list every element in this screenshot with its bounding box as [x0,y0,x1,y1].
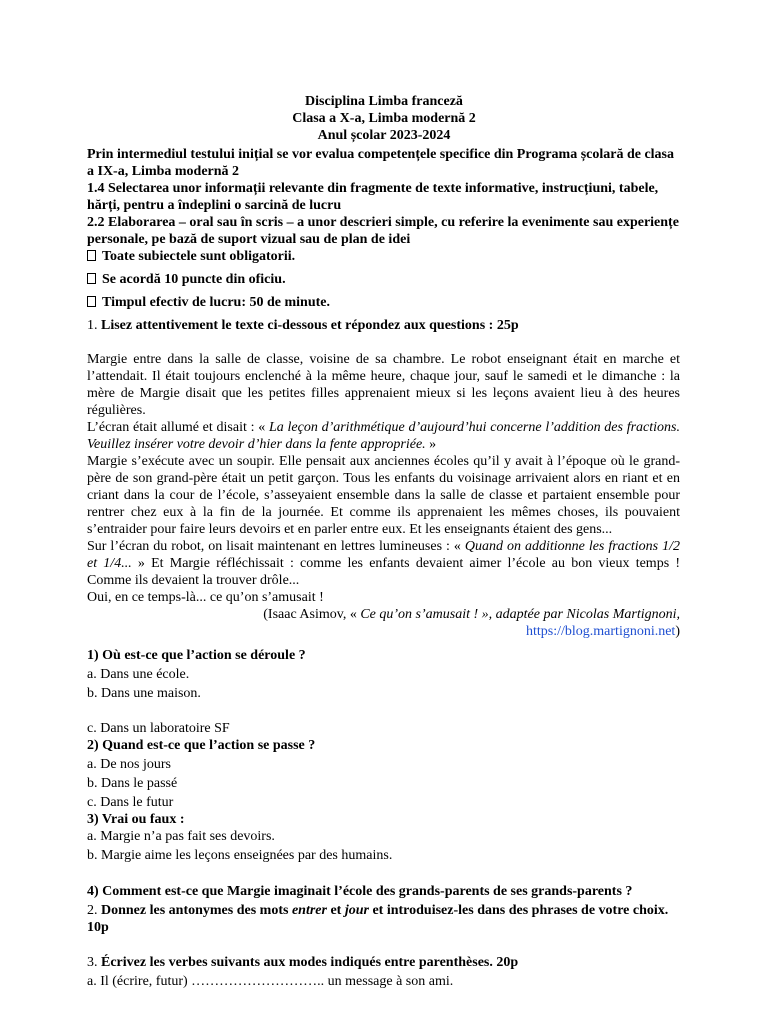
option: a. Margie n’a pas fait ses devoirs. [87,829,275,844]
class-title: Clasa a X-a, Limba modernă 2 [292,111,476,126]
document-header [0,93,768,144]
paragraph: L’écran était allumé et disait : « La leçon d’arithmétique d’aujourd’hui concerne l’addition des fractions. Veuillez insérer votre devoir d’hier dans la fente appropriée. » [87,420,680,452]
source-link[interactable]: https://blog.martignoni.net [526,624,676,639]
source-link-line: https://blog.martignoni.net) [526,624,680,639]
competence-1-4: 1.4 Selectarea unor informații relevante din fragmente de texte informative, instrucțiuni, tabele, hărți, pentru a îndeplini o sarcină de lucru [87,181,659,213]
question-2: 2) Quand est-ce que l’action se passe ? [87,738,316,753]
paragraph: Sur l’écran du robot, on lisait maintenant en lettres lumineuses : « Quand on additionne les fractions 1/2 et 1/4... » Et Margie réfléchissait : comme les enfants devaient aimer l’école au bon vieux temps ! Comme ils devaient la trouver drôle... [87,539,681,588]
document-body [87,146,680,990]
rule-item: Timpul efectiv de lucru: 50 de minute. [87,294,680,311]
checkbox-icon [87,296,96,307]
task-3-item-a: a. Il (écrire, futur) ……………………….. un message à son ami. [87,974,454,989]
reading-text [87,351,680,640]
paragraph: Margie s’exécute avec un soupir. Elle pensait aux anciennes écoles qu’il y avait à l’époque où le grand-père de son grand-père était un petit garçon. Tous les enfants du voisinage arrivaient alors en riant et en criant dans la cour de l’école, s’asseyaient ensemble dans la salle de classe et partaient ensemble pour rentrer chez eux à la fin de la journée. Et comme ils apprenaient les mêmes choses, ils pouvaient s’entraider pour faire leurs devoirs et en parler entre eux. Et les enseignants étaient des gens... [87,454,680,537]
task-1-heading: 1. Lisez attentivement le texte ci-dessous et répondez aux questions : 25p [87,318,519,333]
question-3: 3) Vrai ou faux : [87,812,185,827]
question-1: 1) Où est-ce que l’action se déroule ? [87,648,306,663]
option: c. Dans le futur [87,795,174,810]
checkbox-icon [87,250,96,261]
rule-item: Se acordă 10 puncte din oficiu. [87,271,680,288]
option: a. Dans une école. [87,667,190,682]
task-3-heading: 3. Écrivez les verbes suivants aux modes indiqués entre parenthèses. 20p [87,955,519,970]
competence-2-2: 2.2 Elaborarea – oral sau în scris – a unor descrieri simple, cu referire la evenimente sau experiențe personale, pe bază de suport vizual sau de plan de idei [87,215,679,247]
option: b. Dans une maison. [87,686,201,701]
paragraph: Oui, en ce temps-là... ce qu’on s’amusait ! [87,590,324,605]
school-year: Anul școlar 2023-2024 [317,128,451,143]
checkbox-icon [87,273,96,284]
rule-item: Toate subiectele sunt obligatorii. [87,248,680,265]
question-4: 4) Comment est-ce que Margie imaginait l’école des grands-parents de ses grands-parents ? [87,884,633,899]
option: b. Margie aime les leçons enseignées par des humains. [87,848,393,863]
paragraph: Margie entre dans la salle de classe, voisine de sa chambre. Le robot enseignant était en marche et l’attendait. Il était toujours enclenché à la même heure, chaque jour, sauf le samedi et le dimanche : la mère de Margie disait que les petites filles apprenaient mieux si les leçons avaient lieu à des heures régulières. [87,352,680,418]
intro-text: Prin intermediul testului inițial se vor evalua competențele specifice din Programa școlară de clasa a IX-a, Limba modernă 2 [87,147,675,179]
option: b. Dans le passé [87,776,178,791]
option: a. De nos jours [87,757,171,772]
option: c. Dans un laboratoire SF [87,721,230,736]
task-2-heading: 2. Donnez les antonymes des mots entrer et jour et introduisez-les dans des phrases de votre choix. 10p [87,903,669,935]
subject-title: Disciplina Limba franceză [305,94,463,109]
source-citation: (Isaac Asimov, « Ce qu’on s’amusait ! », adaptée par Nicolas Martignoni, [263,607,680,622]
